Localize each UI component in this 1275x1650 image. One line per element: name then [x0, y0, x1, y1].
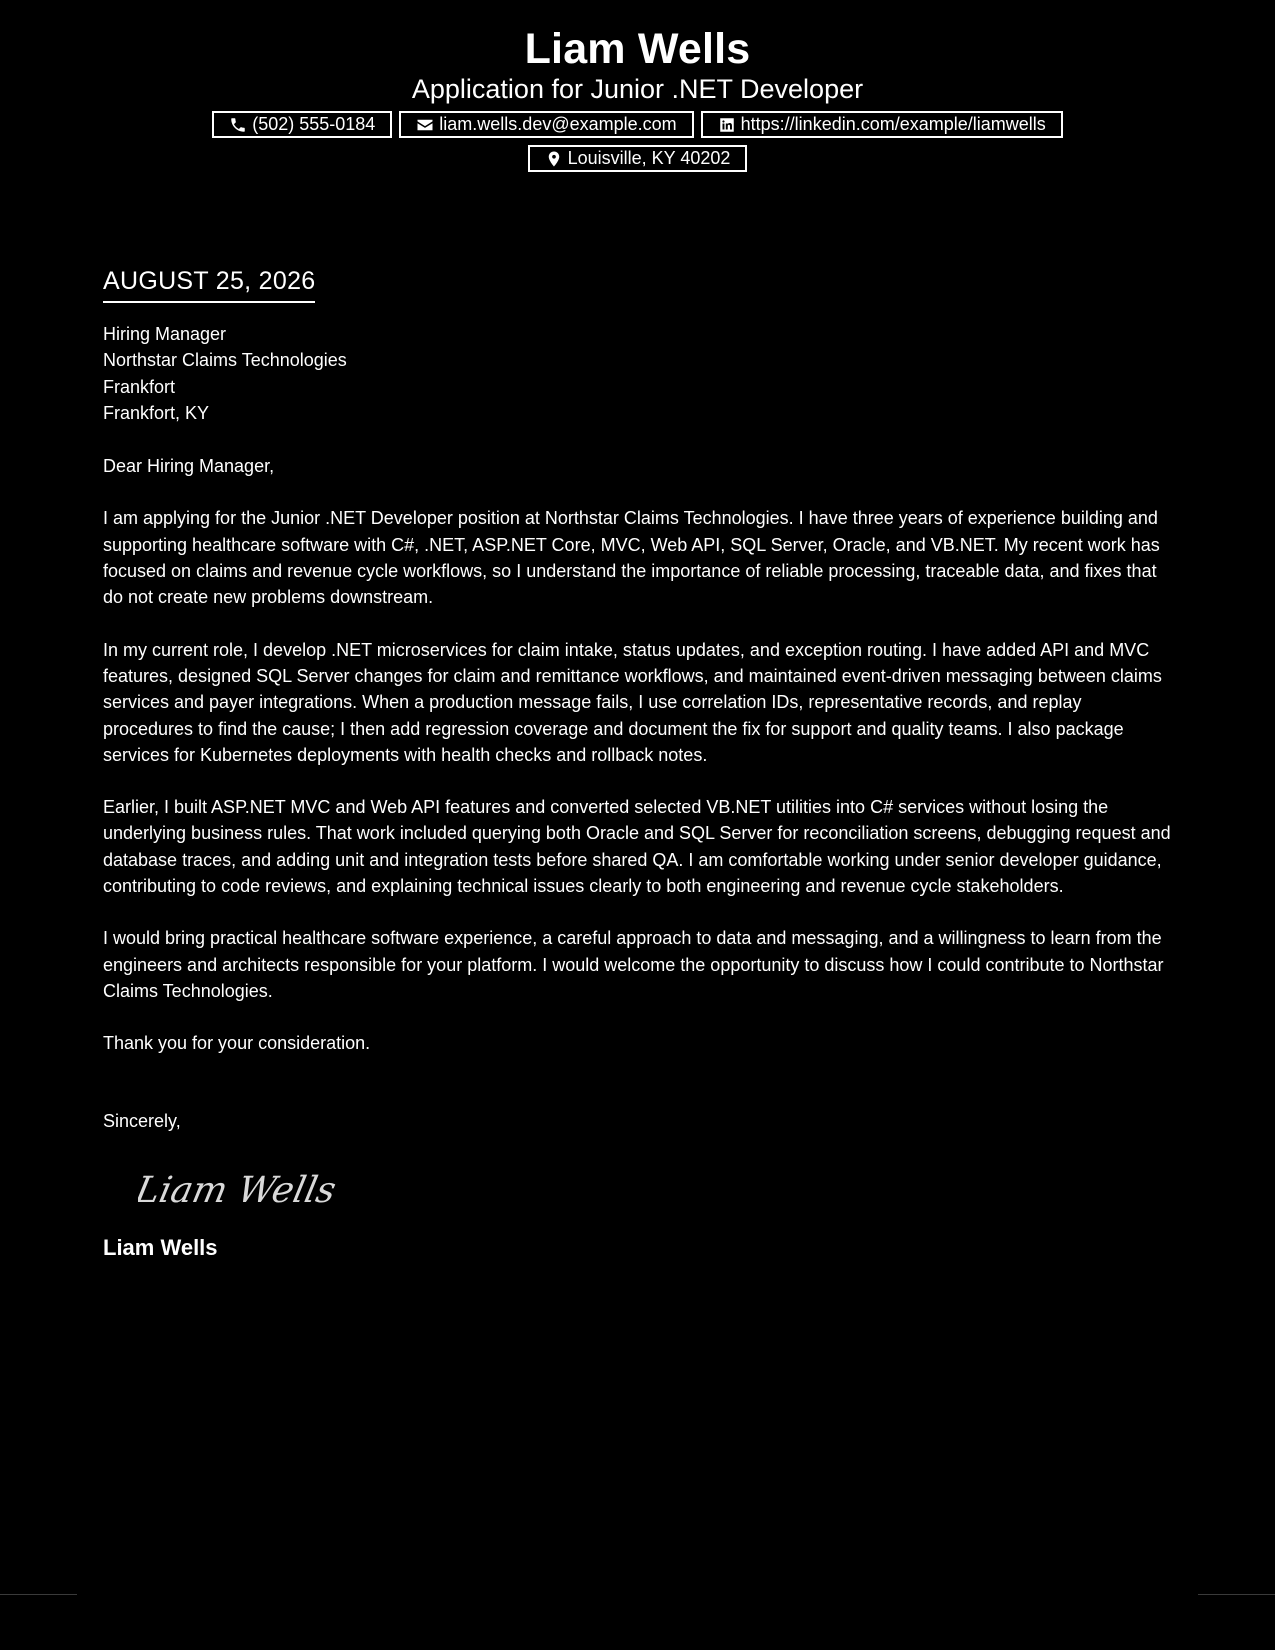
contact-email[interactable]	[399, 111, 693, 138]
contact-linkedin[interactable]	[701, 111, 1063, 138]
application-title: Application for Junior .NET Developer	[411, 74, 864, 104]
letter-body	[103, 264, 1173, 1263]
phone-icon	[229, 116, 247, 134]
signature-image	[138, 1162, 368, 1218]
recipient-company: Northstar Claims Technologies	[103, 350, 347, 371]
footer-rule-right	[1198, 1594, 1275, 1595]
salutation: Dear Hiring Manager,	[103, 456, 275, 477]
linkedin-icon	[718, 116, 736, 134]
recipient-city-state: Frankfort, KY	[103, 402, 210, 423]
body-paragraph: I would bring practical healthcare software experience, a careful approach to data and messaging, and a willingness to learn from the engineers and architects responsible for your platform. I would welcome the opportunity to discuss how I could contribute to Northstar Claims Technologies.	[103, 928, 1164, 1001]
recipient-title: Hiring Manager	[103, 324, 227, 344]
contact-location	[528, 145, 748, 172]
body-paragraph: In my current role, I develop .NET microservices for claim intake, status updates, and exception routing. I have added API and MVC features, designed SQL Server changes for claim and remittance workflows, and maintained event-driven messaging between claims services and payer integrations. When a production message fails, I use correlation IDs, representative records, and replay procedures to find the cause; I then add regression coverage and document the fix for support and quality teams. I also package services for Kubernetes deployments with health checks and rollback notes.	[103, 639, 1162, 765]
signature-text: Liam Wells	[138, 1168, 340, 1211]
envelope-icon	[416, 116, 434, 134]
body-paragraph: I am applying for the Junior .NET Developer position at Northstar Claims Technologies. I have three years of experience building and supporting healthcare software with C#, .NET, ASP.NET Core, MVC, Web API, SQL Server, Oracle, and VB.NET. My recent work has focused on claims and revenue cycle workflows, so I understand the importance of reliable processing, traceable data, and fixes that do not create new problems downstream.	[103, 508, 1160, 608]
letter-date: AUGUST 25, 2026	[103, 264, 315, 303]
letter-header	[0, 24, 1275, 179]
contact-phone[interactable]	[212, 111, 392, 138]
body-paragraph: Earlier, I built ASP.NET MVC and Web API features and converted selected VB.NET utilities into C# services without losing the underlying business rules. That work included querying both Oracle and SQL Server for reconciliation screens, debugging request and database traces, and adding unit and integration tests before shared QA. I am comfortable working under senior developer guidance, contributing to code reviews, and explaining technical issues clearly to both engineering and revenue cycle stakeholders.	[103, 797, 1171, 897]
footer-rule-left	[0, 1594, 77, 1595]
closing-line: Sincerely,	[103, 1110, 181, 1131]
thank-you-line: Thank you for your consideration.	[103, 1033, 371, 1054]
phone-number: (502) 555-0184	[252, 114, 376, 134]
map-marker-icon	[545, 150, 563, 168]
signer-name: Liam Wells	[103, 1235, 218, 1261]
applicant-name: Liam Wells	[524, 25, 751, 73]
contact-row-secondary	[0, 145, 1275, 172]
location-text: Louisville, KY 40202	[567, 148, 731, 168]
contact-row-primary	[0, 111, 1275, 138]
linkedin-url: https://linkedin.com/example/liamwells	[740, 114, 1046, 134]
recipient-block	[103, 321, 1173, 426]
recipient-city: Frankfort	[103, 376, 176, 397]
email-address: liam.wells.dev@example.com	[439, 114, 677, 134]
